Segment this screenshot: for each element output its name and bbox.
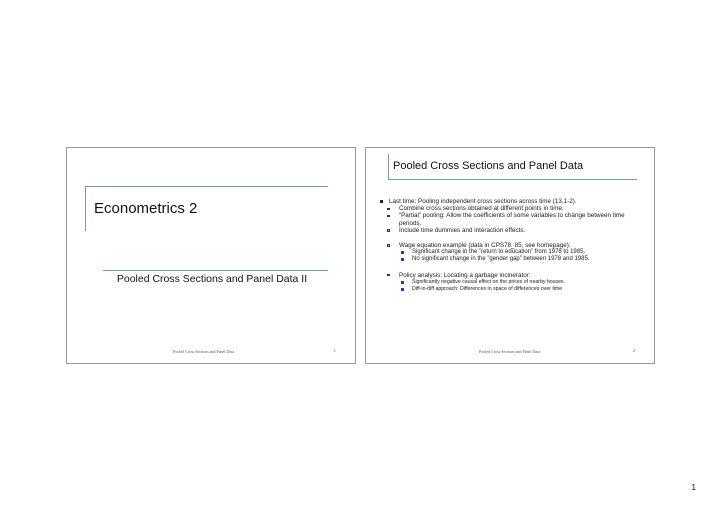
slide-subtitle: Pooled Cross Sections and Panel Data II	[116, 273, 308, 285]
box-bullet-icon	[387, 229, 390, 232]
slide-page-number: 1	[333, 348, 336, 353]
title-rule	[85, 186, 328, 187]
bullet-item: Include time dummies and interaction effects.	[378, 227, 646, 234]
bullet-item: Diff-in-diff approach: Differences in space of differences over time	[378, 286, 646, 293]
title-rule	[388, 179, 637, 180]
bullet-item: Last time: Pooling independent cross sections across time (13.1-2).	[378, 198, 646, 205]
subtitle-rule	[103, 270, 328, 271]
bullet-item: Combine cross sections obtained at different points in time.	[378, 205, 646, 212]
slide-body	[378, 198, 646, 293]
title-left-rule	[85, 186, 86, 231]
slide-title: Pooled Cross Sections and Panel Data	[393, 160, 584, 172]
box-bullet-icon	[387, 244, 390, 247]
blue-square-bullet-icon	[401, 281, 404, 284]
bullet-item: Wage equation example (data in CPS78_85, see homepage):	[378, 242, 646, 249]
bullet-item: Significantly negative causal effect on the prices of nearby houses.	[378, 279, 646, 286]
square-bullet-icon	[380, 200, 383, 203]
blue-square-bullet-icon	[401, 288, 404, 291]
slide-1	[66, 147, 356, 364]
bullet-item: “Partial” pooling: Allow the coefficients of some variables to change between time periods.	[378, 212, 646, 226]
bullet-item: Policy analysis: Locating a garbage incinerator:	[378, 272, 646, 279]
slide-title: Econometrics 2	[94, 200, 198, 217]
bullet-item: Significant change in the ”return to education” from 1978 to 1985.	[378, 249, 646, 256]
slide-footer: Pooled Cross Sections and Panel Data	[479, 349, 540, 354]
box-bullet-icon	[387, 215, 390, 218]
slide-2	[365, 147, 655, 364]
title-left-rule	[388, 154, 389, 180]
slide-page-number: 2	[632, 348, 635, 353]
box-bullet-icon	[387, 208, 390, 211]
bullet-item: No significant change in the ”gender gap” between 1978 and 1985.	[378, 256, 646, 263]
blue-square-bullet-icon	[401, 258, 404, 261]
blue-square-bullet-icon	[401, 251, 404, 254]
box-bullet-icon	[387, 274, 390, 277]
slide-footer: Pooled Cross Sections and Panel Data	[173, 349, 234, 354]
document-page-number: 1	[691, 483, 696, 492]
